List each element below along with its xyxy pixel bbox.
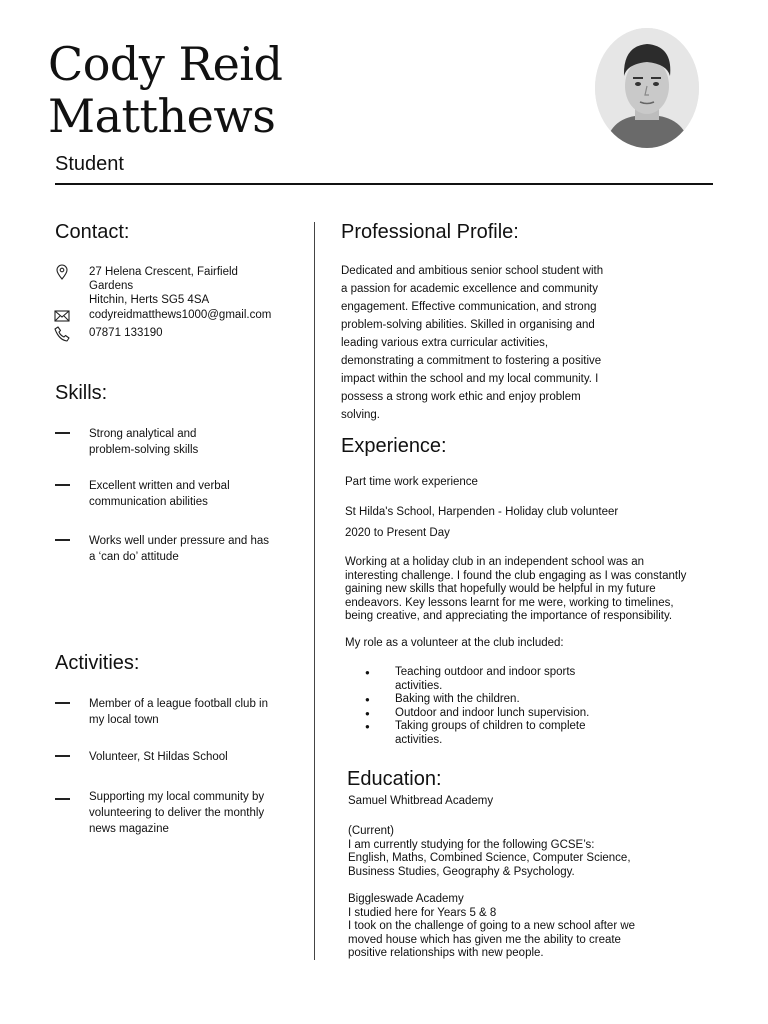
activity-dash [55, 702, 70, 704]
experience-role-intro: My role as a volunteer at the club included: [345, 637, 564, 649]
skill-item-3 [89, 533, 269, 565]
name-line-2: Matthews [48, 89, 276, 143]
profile-line: a passion for academic excellence and community [341, 283, 598, 295]
education-school-1: Samuel Whitbread Academy [348, 795, 494, 807]
candidate-role: Student [55, 153, 124, 175]
education-status: (Current) [348, 825, 395, 837]
education-line: positive relationships with new people. [348, 947, 544, 959]
education-heading: Education: [347, 768, 442, 790]
skill-line: Works well under pressure and has [89, 535, 270, 547]
experience-dates: 2020 to Present Day [345, 527, 450, 539]
skills-heading: Skills: [55, 382, 108, 404]
activity-dash [55, 798, 70, 800]
profile-heading: Professional Profile: [341, 221, 519, 243]
contact-address [89, 265, 238, 307]
portrait-illustration [595, 28, 699, 148]
address-line-3: Hitchin, Herts SG5 4SA [89, 294, 210, 306]
education-line: I studied here for Years 5 & 8 [348, 906, 497, 919]
address-line-2: Gardens [89, 280, 134, 292]
column-divider [314, 222, 315, 960]
location-pin-icon [54, 264, 70, 280]
experience-bullet [345, 720, 725, 747]
profile-photo [595, 28, 699, 148]
experience-line: interesting challenge. I found the club engaging as I was constantly [345, 569, 687, 582]
activity-line: my local town [89, 714, 159, 726]
education-school-2: Biggleswade Academy [348, 893, 464, 905]
skill-line: Strong analytical and [89, 428, 197, 440]
profile-line: Dedicated and ambitious senior school student with [341, 265, 604, 277]
experience-subtitle: Part time work experience [345, 476, 478, 488]
name-line-1: Cody Reid [48, 37, 283, 91]
skill-item-1 [89, 426, 198, 458]
profile-text [341, 262, 721, 424]
activity-line: Supporting my local community by [89, 791, 265, 803]
skill-dash [55, 432, 70, 434]
education-line: Business Studies, Geography & Psychology. [348, 865, 575, 878]
bullet-line: ● Teaching outdoor and indoor sports [395, 666, 576, 678]
activities-heading: Activities: [55, 652, 140, 674]
profile-line: solving. [341, 409, 380, 421]
skill-line: Excellent written and verbal [89, 480, 230, 492]
activity-item-3 [89, 789, 264, 837]
experience-line: gaining new skills that hopefully would be helpful in my future [345, 583, 656, 595]
education-line: English, Maths, Combined Science, Computer Science, [348, 852, 631, 864]
profile-line: leading various extra curricular activities, [341, 337, 549, 349]
contact-heading: Contact: [55, 221, 130, 243]
activity-item-2 [89, 749, 228, 765]
contact-email[interactable]: codyreidmatthews1000@gmail.com [89, 309, 272, 321]
education-line: moved house which has given me the ability to create [348, 933, 621, 946]
profile-line: possess a strong work ethic and enjoy problem [341, 391, 581, 403]
phone-icon [54, 326, 70, 342]
skill-line: problem-solving skills [89, 444, 199, 456]
activity-line: volunteering to deliver the monthly [89, 807, 265, 819]
experience-line: being creative, and appreciating the importance of responsibility. [345, 610, 673, 622]
profile-line: demonstrating a commitment to fostering a positive [341, 355, 602, 367]
skill-line: a ‘can do’ attitude [89, 551, 179, 563]
experience-heading: Experience: [341, 435, 447, 457]
skill-dash [55, 539, 70, 541]
skill-dash [55, 484, 70, 486]
activity-line: Volunteer, St Hildas School [89, 751, 228, 763]
experience-bullet [345, 693, 725, 707]
activity-line: news magazine [89, 823, 169, 835]
experience-line: Working at a holiday club in an independent school was an [345, 556, 644, 568]
bullet-line: activities. [395, 679, 443, 692]
activity-line: Member of a league football club in [89, 698, 268, 710]
bullet-line: ● Taking groups of children to complete [395, 720, 586, 732]
candidate-name [48, 38, 508, 142]
skill-line: communication abilities [89, 496, 208, 508]
profile-line: impact within the school and my local community. I [341, 373, 599, 385]
contact-phone[interactable]: 07871 133190 [89, 327, 163, 339]
profile-line: problem-solving abilities. Skilled in organising and [341, 319, 595, 331]
education-line: I am currently studying for the following GCSE’s: [348, 838, 595, 851]
activity-dash [55, 755, 70, 757]
education-line: I took on the challenge of going to a new school after we [348, 920, 636, 932]
education-school-1-details [348, 825, 748, 879]
activity-item-1 [89, 696, 268, 728]
bullet-line: ● Baking with the children. [395, 693, 520, 705]
experience-bullet-list [345, 666, 725, 747]
profile-line: engagement. Effective communication, and strong [341, 301, 597, 313]
bullet-line: activities. [395, 733, 443, 746]
address-line-1: 27 Helena Crescent, Fairfield [89, 266, 238, 278]
experience-bullet [345, 707, 725, 721]
experience-position: St Hilda's School, Harpenden - Holiday club volunteer [345, 506, 619, 518]
education-school-2-details [348, 893, 748, 961]
experience-bullet [345, 666, 725, 693]
skill-item-2 [89, 478, 230, 510]
experience-line: endeavors. Key lessons learnt for me were, working to timelines, [345, 596, 674, 609]
header-divider [55, 183, 713, 185]
envelope-icon [54, 308, 70, 324]
bullet-line: ● Outdoor and indoor lunch supervision. [395, 706, 590, 719]
experience-description [345, 556, 755, 624]
